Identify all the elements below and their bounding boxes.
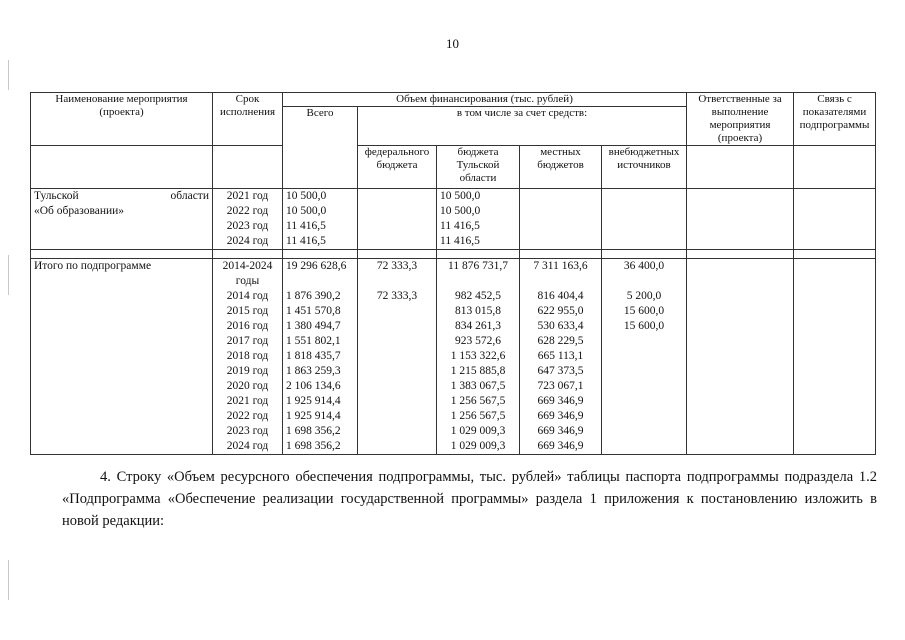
row1-tula-line: 11 416,5	[440, 235, 480, 247]
row2-tula-line: 1 256 567,5	[450, 410, 506, 422]
row2-total-line	[286, 274, 354, 289]
row2-total-line: 19 296 628,6	[286, 260, 347, 272]
row2-tula-line: 982 452,5	[455, 290, 501, 302]
row2-years-line: 2014-2024	[222, 260, 273, 272]
header-link-cont	[794, 146, 876, 189]
header-name-cont	[31, 146, 213, 189]
row2-years-line: 2019 год	[226, 365, 269, 377]
row2-local-line: 530 633,4	[537, 320, 584, 332]
row2-local-line: 622 955,0	[537, 305, 584, 317]
row1-years-line: 2021 год	[226, 190, 269, 202]
row1-name-line2: «Об образовании»	[34, 204, 125, 217]
row2-tula-line: 834 261,3	[455, 320, 501, 332]
header-tula-budget: бюджета Тульской области	[437, 146, 520, 189]
financing-table	[30, 92, 876, 455]
row2-years-line: годы	[235, 275, 260, 287]
row2-years-line: 2021 год	[226, 395, 269, 407]
row1-total-line: 11 416,5	[286, 220, 326, 232]
row2-tula	[437, 259, 520, 455]
row2-local	[520, 259, 602, 455]
header-financing: Объем финансирования (тыс. рублей)	[283, 93, 687, 107]
row2-years-line: 2017 год	[226, 335, 269, 347]
row1-name-left: Тульской	[34, 190, 79, 202]
row1-name-right: области	[170, 190, 209, 202]
row2-federal-line: 72 333,3	[376, 290, 418, 302]
amendment-text: 4. Строку «Объем ресурсного обеспечения подпрограммы, тыс. рублей» таблицы паспорта подпрограммы подраздела 1.2 «Подпрограмма «Обеспечение реализации государственной программы» раздела 1 приложения к постановлению изложить в новой редакции:	[62, 469, 877, 529]
row2-federal-line: 72 333,3	[376, 260, 418, 272]
row2-years-line: 2022 год	[226, 410, 269, 422]
row2-extra-line	[605, 274, 683, 289]
row1-years-line: 2023 год	[226, 220, 269, 232]
header-extrabudget: внебюджетных источников	[602, 146, 687, 189]
row2-local-line: 628 229,5	[537, 335, 584, 347]
row2-link	[794, 259, 876, 455]
row2-tula-line: 1 256 567,5	[450, 395, 506, 407]
row2-years-line: 2018 год	[226, 350, 269, 362]
row1-years	[213, 189, 283, 250]
row2-total-line: 1 551 802,1	[286, 335, 341, 347]
margin-mark	[8, 60, 9, 90]
row2-total-line: 2 106 134,6	[286, 380, 341, 392]
row2-tula-line: 923 572,6	[455, 335, 501, 347]
row2-local-line	[523, 274, 598, 289]
header-including: в том числе за счет средств:	[358, 107, 687, 146]
row2-tula-line: 1 383 067,5	[450, 380, 506, 392]
row2-local-line: 723 067,1	[537, 380, 584, 392]
row2-total-line: 1 451 570,8	[286, 305, 341, 317]
header-federal: федерального бюджета	[358, 146, 437, 189]
row1-years-line: 2022 год	[226, 205, 269, 217]
row2-extra-line: 5 200,0	[626, 290, 662, 302]
header-total: Всего	[283, 107, 358, 189]
row1-responsible	[687, 189, 794, 250]
row1-years-line: 2024 год	[226, 235, 269, 247]
table-gap-row	[31, 250, 876, 259]
row1-local	[520, 189, 602, 250]
row1-name-cell	[31, 189, 213, 250]
row2-tula-line: 1 029 009,3	[450, 425, 506, 437]
row2-local-line: 669 346,9	[537, 425, 584, 437]
row1-total-line: 10 500,0	[286, 190, 327, 202]
row1-extra	[602, 189, 687, 250]
row2-tula-line: 1 153 322,6	[450, 350, 506, 362]
row1-federal	[358, 189, 437, 250]
row1-tula-line: 10 500,0	[440, 205, 481, 217]
row2-local-line: 665 113,1	[537, 350, 584, 362]
row2-tula-line	[440, 274, 516, 289]
row2-local-line: 647 373,5	[537, 365, 584, 377]
row2-years-line: 2015 год	[226, 305, 269, 317]
row2-total-line: 1 818 435,7	[286, 350, 341, 362]
header-term-cont	[213, 146, 283, 189]
row2-local-line: 669 346,9	[537, 395, 584, 407]
row2-total-line: 1 925 914,4	[286, 410, 341, 422]
row2-tula-line: 1 215 885,8	[450, 365, 506, 377]
row1-tula	[437, 189, 520, 250]
table-row	[31, 259, 876, 455]
row1-link	[794, 189, 876, 250]
row2-local-line: 669 346,9	[537, 440, 584, 452]
row2-extra-line: 15 600,0	[623, 320, 665, 332]
row2-tula-line: 1 029 009,3	[450, 440, 506, 452]
row2-total-line: 1 698 356,2	[286, 440, 341, 452]
header-link: Связь с показателями подпрограммы	[794, 93, 876, 146]
row2-total-line: 1 698 356,2	[286, 425, 341, 437]
row1-tula-line: 10 500,0	[440, 190, 481, 202]
row2-tula-line: 11 876 731,7	[448, 260, 508, 272]
row2-local-line: 669 346,9	[537, 410, 584, 422]
row2-federal-line	[361, 274, 433, 289]
row2-tula-line: 813 015,8	[455, 305, 501, 317]
header-responsible-cont	[687, 146, 794, 189]
row2-federal	[358, 259, 437, 455]
margin-mark	[8, 255, 9, 295]
row1-total-line: 10 500,0	[286, 205, 327, 217]
table-row	[31, 189, 876, 250]
row1-total-line: 11 416,5	[286, 235, 326, 247]
row2-extra-line: 15 600,0	[623, 305, 665, 317]
row2-local-line: 7 311 163,6	[533, 260, 588, 272]
row2-name: Итого по подпрограмме	[31, 259, 213, 455]
row2-total-line: 1 876 390,2	[286, 290, 341, 302]
margin-mark	[8, 560, 9, 600]
header-responsible: Ответственные за выполнение мероприятия (проекта)	[687, 93, 794, 146]
header-local: местных бюджетов	[520, 146, 602, 189]
amendment-paragraph	[62, 466, 877, 532]
row2-years-line: 2014 год	[226, 290, 269, 302]
row2-extra-line: 36 400,0	[623, 260, 665, 272]
page-number: 10	[446, 36, 459, 51]
header-name: Наименование мероприятия (проекта)	[31, 93, 213, 146]
row2-years-line: 2016 год	[226, 320, 269, 332]
header-term: Срок исполнения	[213, 93, 283, 146]
row2-years-line: 2023 год	[226, 425, 269, 437]
row1-total	[283, 189, 358, 250]
row2-years-line: 2020 год	[226, 380, 269, 392]
row2-total-line: 1 380 494,7	[286, 320, 341, 332]
row2-years	[213, 259, 283, 455]
row2-local-line: 816 404,4	[537, 290, 584, 302]
row2-years-line: 2024 год	[226, 440, 269, 452]
row2-total-line: 1 863 259,3	[286, 365, 341, 377]
row2-total	[283, 259, 358, 455]
row2-extra	[602, 259, 687, 455]
row2-total-line: 1 925 914,4	[286, 395, 341, 407]
row2-responsible	[687, 259, 794, 455]
row1-tula-line: 11 416,5	[440, 220, 480, 232]
